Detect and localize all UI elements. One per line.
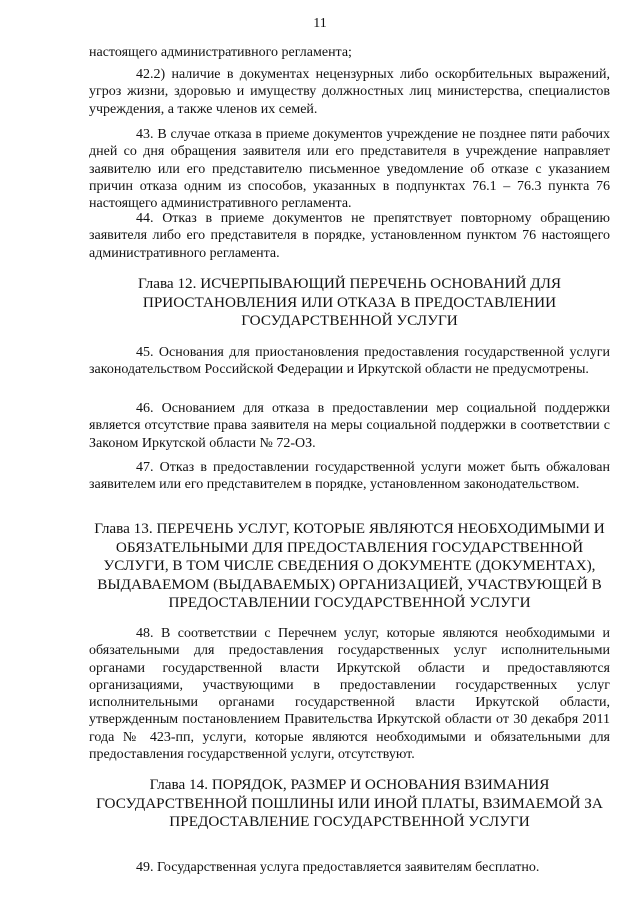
page-number: 11 <box>313 16 327 31</box>
paragraph-43: 43. В случае отказа в приеме документов учреждение не позднее пяти рабочих дней со дня обращения заявителя или его представителя в учреждение направляет заявителю или его представителю письменное уведомление об отказе с указанием причин отказа одним из способов, указанных в подпунктах 76.1 – 76.3 пункта 76 настоящего административного регламента. <box>89 127 610 212</box>
paragraph-44: 44. Отказ в приеме документов не препятствует повторному обращению заявителя либо его представителя в порядке, установленном пунктом 76 настоящего административного регламента. <box>89 211 610 261</box>
paragraph-48: 48. В соответствии с Перечнем услуг, которые являются необходимыми и обязательными для предоставления государственных услуг исполнительными органами государственной власти Иркутской области и предоставляются организациями, участвующими в предоставлении государственных услуг исполнительными органами государственной власти Иркутской области, утвержденным постановлением Правительства Иркутской области от 30 декабря 2011 года № 423-пп, услуги, которые являются необходимыми и обязательными для предоставления государственной услуги, отсутствуют. <box>89 626 610 763</box>
paragraph-42-1-tail: настоящего административного регламента; <box>89 45 352 60</box>
paragraph-42-2: 42.2) наличие в документах нецензурных либо оскорбительных выражений, угроз жизни, здоровью и имуществу должностных лиц министерства, специалистов учреждения, а также членов их семей. <box>89 67 610 117</box>
chapter-14-title: Глава 14. ПОРЯДОК, РАЗМЕР И ОСНОВАНИЯ ВЗИМАНИЯ ГОСУДАРСТВЕННОЙ ПОШЛИНЫ ИЛИ ИНОЙ ПЛАТЫ, ВЗИМАЕМОЙ ЗА ПРЕДОСТАВЛЕНИЕ ГОСУДАРСТВЕННОЙ УСЛУГИ <box>96 776 603 830</box>
paragraph-46: 46. Основанием для отказа в предоставлении мер социальной поддержки является отсутствие права заявителя на меры социальной поддержки в соответствии с Законом Иркутской области № 72-ОЗ. <box>89 401 610 451</box>
paragraph-45: 45. Основания для приостановления предоставления государственной услуги законодательством Российской Федерации и Иркутской области не предусмотрены. <box>89 345 610 378</box>
chapter-13-title: Глава 13. ПЕРЕЧЕНЬ УСЛУГ, КОТОРЫЕ ЯВЛЯЮТСЯ НЕОБХОДИМЫМИ И ОБЯЗАТЕЛЬНЫМИ ДЛЯ ПРЕДОСТАВЛЕНИЯ ГОСУДАРСТВЕННОЙ УСЛУГИ, В ТОМ ЧИСЛЕ СВЕДЕНИЯ О ДОКУМЕНТЕ (ДОКУМЕНТАХ), ВЫДАВАЕМОМ (ВЫДАВАЕМЫХ) ОРГАНИЗАЦИЕЙ, УЧАСТВУЮЩЕЙ В ПРЕДОСТАВЛЕНИИ ГОСУДАРСТВЕННОЙ УСЛУГИ <box>94 520 605 611</box>
paragraph-49: 49. Государственная услуга предоставляется заявителям бесплатно. <box>136 860 540 875</box>
paragraph-47: 47. Отказ в предоставлении государственной услуги может быть обжалован заявителем или его представителем в порядке, установленном законодательством. <box>89 460 610 493</box>
chapter-12-title: Глава 12. ИСЧЕРПЫВАЮЩИЙ ПЕРЕЧЕНЬ ОСНОВАНИЙ ДЛЯ ПРИОСТАНОВЛЕНИЯ ИЛИ ОТКАЗА В ПРЕДОСТАВЛЕНИИ ГОСУДАРСТВЕННОЙ УСЛУГИ <box>137 275 562 329</box>
